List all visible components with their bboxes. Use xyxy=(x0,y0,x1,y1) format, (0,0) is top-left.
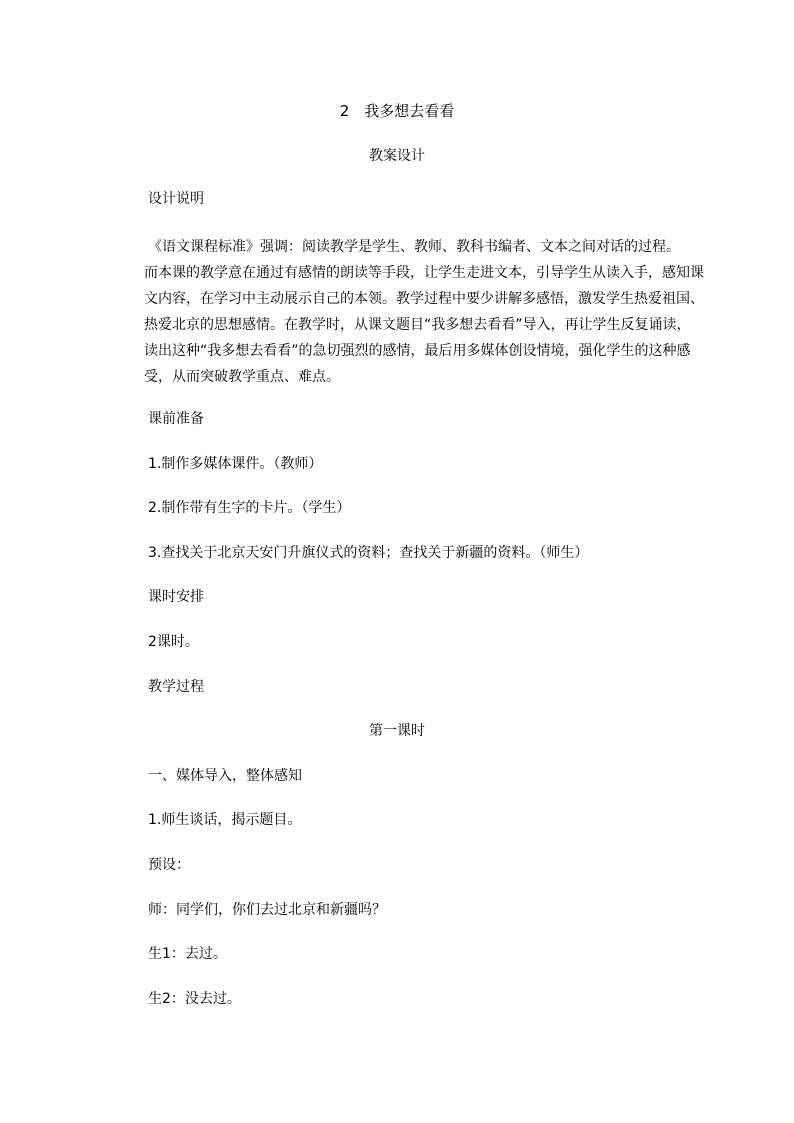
dialogue-line: 生2：没去过。 xyxy=(148,991,241,1007)
paragraph-line: 文内容，在学习中主动展示自己的本领。教学过程中要少讲解多感悟，激发学生热爱祖国、 xyxy=(144,291,704,307)
schedule-text: 2课时。 xyxy=(148,634,199,650)
design-note-paragraph xyxy=(144,234,704,390)
dialogue-line: 生1：去过。 xyxy=(148,946,227,962)
paragraph-line: 热爱北京的思想感情。在教学时，从课文题目“我多想去看看”导入，再让学生反复诵读， xyxy=(144,317,691,333)
preparation-item: 3.查找关于北京天安门升旗仪式的资料；查找关于新疆的资料。（师生） xyxy=(148,545,589,561)
preset-label: 预设： xyxy=(148,857,190,873)
paragraph-line: 受，从而突破教学重点、难点。 xyxy=(144,369,340,385)
section-heading-schedule: 课时安排 xyxy=(148,589,204,605)
step-text: 1.师生谈话，揭示题目。 xyxy=(148,812,302,828)
lesson-title: 第一课时 xyxy=(369,723,425,739)
dialogue-line: 师：同学们，你们去过北京和新疆吗？ xyxy=(148,902,386,918)
paragraph-line: 读出这种“我多想去看看”的急切强烈的感情，最后用多媒体创设情境，强化学生的这种感 xyxy=(144,343,691,359)
paragraph-line: 而本课的教学意在通过有感情的朗读等手段，让学生走进文本，引导学生从读入手，感知课 xyxy=(144,265,704,281)
page-subtitle: 教案设计 xyxy=(369,148,425,164)
section-heading-process: 教学过程 xyxy=(148,679,204,695)
preparation-item: 2.制作带有生字的卡片。（学生） xyxy=(148,500,351,516)
part-title: 一、媒体导入，整体感知 xyxy=(148,768,302,784)
section-heading-preparation: 课前准备 xyxy=(148,411,204,427)
paragraph-line: 《语文课程标准》强调：阅读教学是学生、教师、教科书编者、文本之间对话的过程。 xyxy=(148,239,680,255)
page-title: 2 我多想去看看 xyxy=(339,102,455,120)
preparation-item: 1.制作多媒体课件。（教师） xyxy=(148,456,323,472)
section-heading-design-note: 设计说明 xyxy=(148,191,204,207)
